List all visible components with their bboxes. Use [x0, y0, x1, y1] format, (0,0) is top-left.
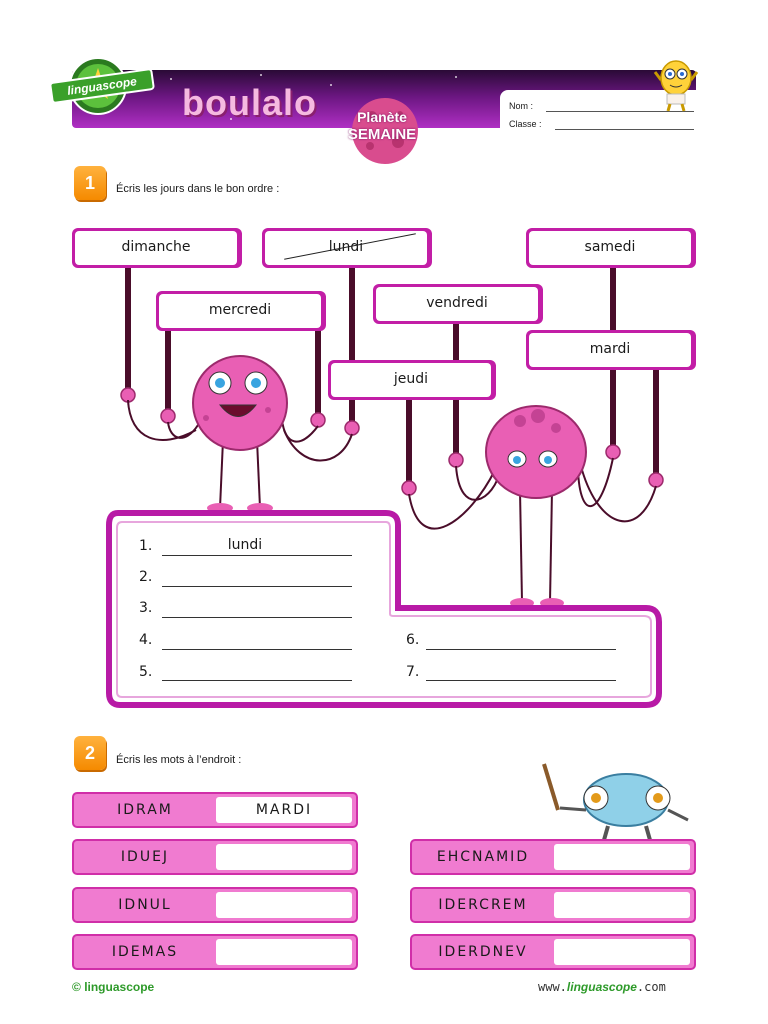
brand-title: boulalo — [182, 82, 317, 123]
robot-mascot-icon — [538, 760, 698, 842]
answer-field[interactable] — [216, 844, 352, 870]
answer-number: 3. — [139, 600, 153, 616]
scrambled-word: IDEMAS — [111, 944, 179, 960]
answer-field[interactable] — [554, 939, 690, 965]
answer-number: 5. — [139, 664, 153, 680]
class-label: Classe : — [509, 119, 542, 129]
topic-line-2: SEMAINE — [347, 126, 417, 143]
footer-brand: linguascope — [84, 980, 155, 994]
answer-line[interactable] — [162, 680, 352, 681]
day-sign — [262, 228, 432, 268]
day-sign — [156, 291, 326, 331]
day-sign — [373, 284, 543, 324]
copyright-symbol: © — [72, 980, 81, 994]
day-sign — [72, 228, 242, 268]
topic-line-1: Planète — [357, 109, 407, 125]
scrambled-word: IDERCREM — [438, 897, 528, 913]
answer-field[interactable] — [554, 892, 690, 918]
scrambled-word: IDUEJ — [120, 849, 170, 865]
section-1-number: 1 — [74, 166, 106, 200]
answer-line[interactable] — [426, 649, 616, 650]
day-sign — [526, 228, 696, 268]
answer-value: lundi — [227, 537, 263, 553]
logo-text: linguascope — [49, 68, 155, 104]
scrambled-word: IDNUL — [118, 897, 172, 913]
day-sign-label: samedi — [529, 231, 691, 265]
section-2-instruction: Écris les mots à l’endroit : — [116, 754, 242, 766]
answer-number: 6. — [406, 632, 420, 648]
strikethrough-mark — [284, 233, 416, 260]
answer-number: 2. — [139, 569, 153, 585]
url-brand: linguascope — [566, 980, 637, 994]
name-label: Nom : — [509, 101, 534, 111]
scrambled-word: EHCNAMID — [436, 849, 530, 865]
answer-field[interactable] — [216, 939, 352, 965]
answer-field[interactable] — [216, 892, 352, 918]
day-sign — [526, 330, 696, 370]
url-prefix: www. — [538, 980, 567, 994]
day-sign-label: lundi — [328, 239, 364, 255]
word-row — [410, 839, 696, 875]
day-sign-label: dimanche — [75, 231, 237, 265]
answer-field[interactable] — [554, 844, 690, 870]
answer-number: 1. — [139, 538, 153, 554]
word-row — [72, 934, 358, 970]
day-sign — [328, 360, 496, 400]
answer-number: 7. — [406, 664, 420, 680]
word-row — [72, 887, 358, 923]
answer-line[interactable] — [162, 617, 352, 618]
word-row — [72, 792, 358, 828]
answer-number: 4. — [139, 632, 153, 648]
answer-line[interactable] — [162, 555, 352, 556]
day-sign-label: mercredi — [159, 294, 321, 328]
answer-line[interactable] — [162, 586, 352, 587]
day-sign-label: jeudi — [331, 363, 491, 397]
footer-url[interactable] — [538, 980, 666, 994]
day-sign-label: vendredi — [376, 287, 538, 321]
word-row — [72, 839, 358, 875]
word-row — [410, 887, 696, 923]
day-sign-label: mardi — [529, 333, 691, 367]
word-row — [410, 934, 696, 970]
url-suffix: .com — [636, 980, 666, 994]
scrambled-word: IDRAM — [117, 802, 173, 818]
answer-line[interactable] — [426, 680, 616, 681]
section-2-number: 2 — [74, 736, 106, 770]
answer-line[interactable] — [162, 649, 352, 650]
footer-copyright — [72, 980, 154, 994]
scrambled-word: IDERDNEV — [438, 944, 528, 960]
section-1-instruction: Écris les jours dans le bon ordre : — [116, 183, 280, 195]
answer-field[interactable]: MARDI — [216, 797, 352, 823]
